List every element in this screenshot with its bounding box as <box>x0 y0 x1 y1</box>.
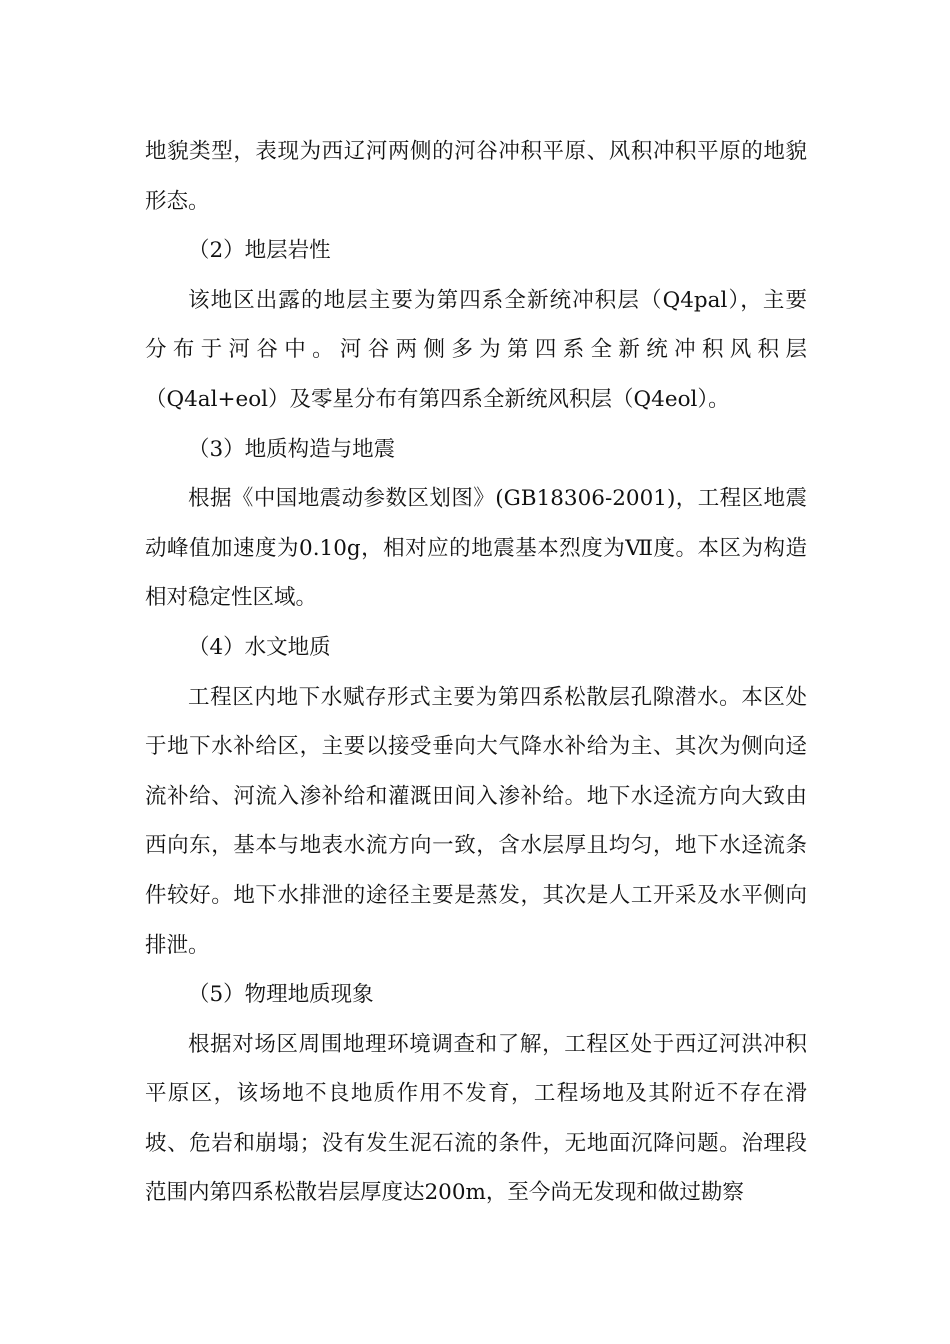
heading-hydrogeology: （4）水文地质 <box>188 634 331 660</box>
paragraph-strata-line-2: 分布于河谷中。河谷两侧多为第四系全新统冲积风积层 <box>145 337 807 363</box>
heading-physical-geology: （5）物理地质现象 <box>188 982 374 1008</box>
paragraph-strata-line-3: （Q4al+eol）及零星分布有第四系全新统风积层（Q4eol）。 <box>145 386 730 412</box>
paragraph-hydrogeology: 工程区内地下水赋存形式主要为第四系松散层孔隙潜水。本区处于地下水补给区，主要以接受垂向大气降水补给为主、其次为侧向迳流补给、河流入渗补给和灌溉田间入渗补给。地下水迳流方向大致由西向东，基本与地表水流方向一致，含水层厚且均匀，地下水迳流条件较好。地下水排泄的途径主要是蒸发，其次是人工开采及水平侧向排泄。 <box>145 684 807 958</box>
paragraph-physical-geology: 根据对场区周围地理环境调查和了解，工程区处于西辽河洪冲积平原区，该场地不良地质作用不发育，工程场地及其附近不存在滑坡、危岩和崩塌；没有发生泥石流的条件，无地面沉降问题。治理段范围内第四系松散岩层厚度达200m，至今尚无发现和做过勘察 <box>145 1031 807 1206</box>
heading-geologic-structure: （3）地质构造与地震 <box>188 436 396 462</box>
heading-strata-lithology: （2）地层岩性 <box>188 238 331 264</box>
document-page <box>145 127 807 1218</box>
paragraph-landform-continued: 地貌类型，表现为西辽河两侧的河谷冲积平原、风积冲积平原的地貌形态。 <box>145 139 807 214</box>
paragraph-strata-line-1: 该地区出露的地层主要为第四系全新统冲积层（Q4pal），主要 <box>188 287 807 313</box>
paragraph-seismic: 根据《中国地震动参数区划图》(GB18306-2001)，工程区地震动峰值加速度为0.10g，相对应的地震基本烈度为Ⅶ度。本区为构造相对稳定性区域。 <box>145 486 807 611</box>
